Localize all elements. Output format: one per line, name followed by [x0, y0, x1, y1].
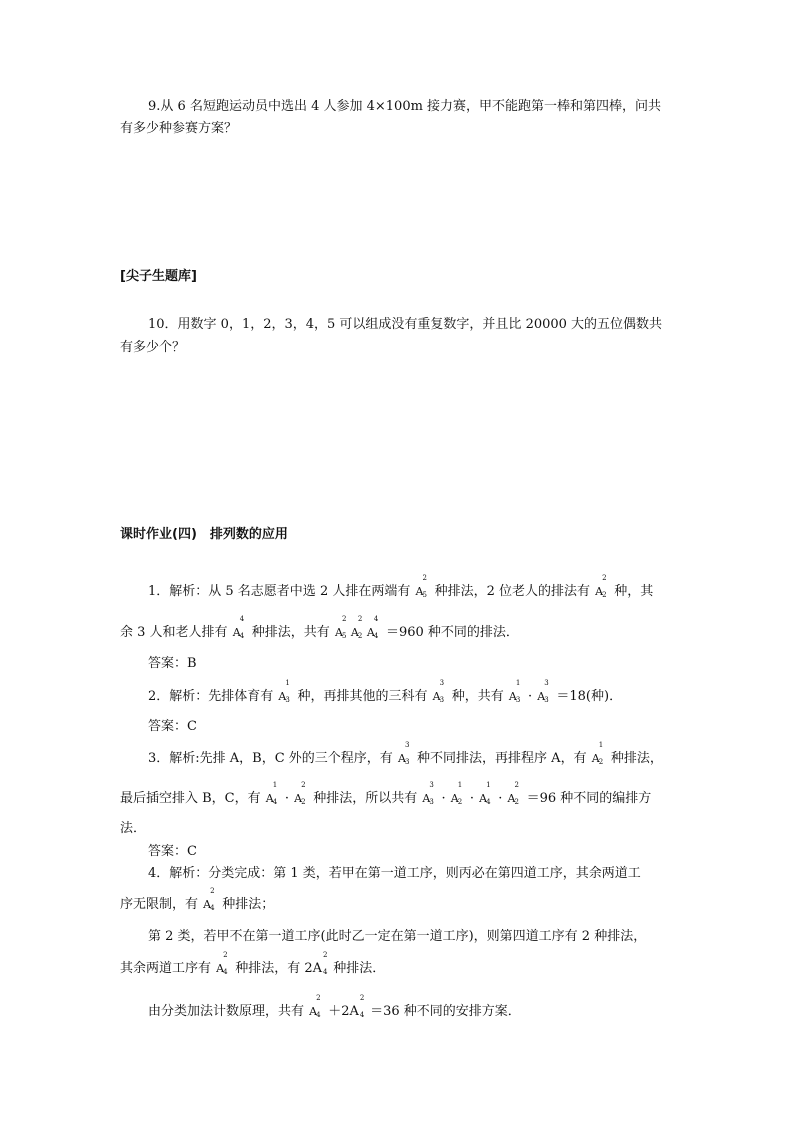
permutation-indices: 2 4 [323, 951, 328, 976]
a2-answer: 答案：C [148, 719, 197, 734]
permutation-symbol: A 2 5 [415, 574, 427, 599]
permutation-symbol: A 2 2 [595, 574, 607, 599]
text: 2．解析：先排体育有 [148, 689, 274, 704]
dot-operator: · [284, 791, 290, 806]
permutation-symbol: A 3 3 [432, 679, 445, 704]
permutation-symbol: A 1 2 [591, 741, 604, 766]
permutation-symbol: A 2 2 [350, 615, 363, 640]
permutation-symbol: A 1 4 [265, 781, 278, 806]
text: 种排法，共有 [251, 625, 330, 640]
permutation-symbol: A 4 4 [366, 615, 379, 640]
homework-title: 课时作业(四) 排列数的应用 [120, 527, 288, 542]
text: 种排法； [222, 897, 275, 912]
a4-line-4 [120, 951, 386, 978]
text: 种排法，2 位老人的排法有 [434, 584, 590, 599]
a2-line-1 [148, 679, 623, 706]
text: 种排法， [610, 751, 663, 766]
text: 最后插空排入 B，C，有 [120, 791, 261, 806]
permutation-indices: 2 4 [359, 994, 365, 1019]
text: 种，共有 [451, 689, 504, 704]
permutation-symbol: A 1 3 [278, 679, 290, 704]
dot-operator: · [498, 791, 503, 806]
text: 由分类加法计数原理，共有 [148, 1004, 305, 1019]
permutation-symbol: A 1 4 [479, 781, 491, 806]
a3-line-3: 法． [120, 821, 147, 836]
text: ＝960 种不同的排法． [385, 625, 519, 640]
q9-line-2: 有多少种参赛方案？ [120, 121, 238, 136]
text: 3．解析:先排 A，B，C 外的三个程序，有 [148, 751, 393, 766]
a3-answer: 答案：C [148, 844, 197, 859]
text: ＝18(种)． [556, 689, 623, 704]
q10-line-1: 10．用数字 0，1，2，3，4，5 可以组成没有重复数字，并且比 20000 大的五位偶数共 [148, 317, 663, 332]
q9-line-1: 9.从 6 名短跑运动员中选出 4 人参加 4×100m 接力赛，甲不能跑第一棒和第四棒，问共 [148, 99, 662, 114]
permutation-symbol: A 3 3 [422, 781, 434, 806]
permutation-symbol: A 3 3 [537, 679, 549, 704]
permutation-symbol: A 2 2 [294, 781, 306, 806]
a4-line-1: 4．解析：分类完成：第 1 类，若甲在第一道工序，则丙必在第四道工序，其余两道工 [148, 866, 641, 881]
permutation-symbol: A 2 2 [507, 781, 519, 806]
permutation-symbol: A 1 3 [508, 679, 521, 704]
text: ＋2A [328, 1004, 359, 1019]
text: 1．解析：从 5 名志愿者中选 2 人排在两端有 [148, 584, 411, 599]
a4-line-3: 第 2 类，若甲不在第一道工序(此时乙一定在第一道工序)，则第四道工序有 2 种排法， [148, 929, 647, 944]
text: 种，其 [614, 584, 654, 599]
text: ＝96 种不同的编排方 [526, 791, 652, 806]
text: 序无限制，有 [120, 897, 199, 912]
permutation-symbol: A 3 3 [397, 741, 410, 766]
text: 其余两道工序有 [120, 961, 212, 976]
permutation-symbol: A 2 4 [309, 994, 321, 1019]
permutation-symbol: A 2 4 [203, 887, 215, 912]
dot-operator: · [528, 689, 533, 704]
permutation-symbol: A 1 2 [450, 781, 463, 806]
text: ＝36 种不同的安排方案． [370, 1004, 521, 1019]
a3-line-1 [148, 741, 663, 768]
text: 余 3 人和老人排有 [120, 625, 228, 640]
permutation-symbol: A 4 4 [232, 615, 245, 640]
a1-line-1 [148, 574, 654, 601]
permutation-symbol: A 2 5 [334, 615, 347, 640]
a1-answer: 答案：B [148, 656, 197, 671]
a3-line-2 [120, 781, 652, 808]
text: 种不同排法，再排程序 A，有 [417, 751, 587, 766]
text: 种，再排其他的三科有 [297, 689, 428, 704]
dot-operator: · [469, 791, 475, 806]
dot-operator: · [441, 791, 446, 806]
text: 种排法，有 2A [235, 961, 323, 976]
a1-line-2 [120, 615, 519, 642]
a4-line-2 [120, 887, 275, 914]
text: 种排法，所以共有 [313, 791, 418, 806]
a4-line-5 [148, 994, 521, 1021]
text: 种排法． [333, 961, 386, 976]
q10-line-2: 有多少个？ [120, 340, 186, 355]
section-title: [尖子生题库] [120, 269, 197, 284]
permutation-symbol: A 2 4 [216, 951, 228, 976]
